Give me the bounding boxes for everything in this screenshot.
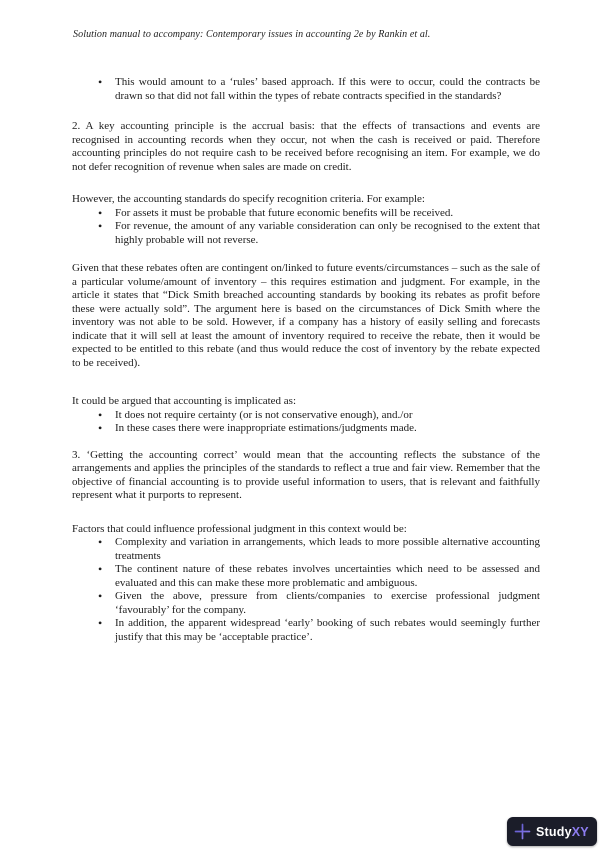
lead-bullet-list (72, 76, 540, 103)
list-item: • For revenue, the amount of any variable consideration can only be recognised to the extent that highly probable will not reverse. (72, 220, 540, 247)
paragraph-rebates-contingent: Given that these rebates often are contingent on/linked to future events/circumstances – such as the sale of a particular volume/amount of inventory – this requires estimation and judgment. For example, in the article it states that “Dick Smith breached accounting standards by booking its rebates as profit before these were actually sold”. The argument here is based on the circumstances of Dick Smith where the inventory was not able to be sold. However, if a company has a history of easily selling and forecasts indicate that it will sell at least the amount of inventory required to receive the rebate, then it would be expected to be entitled to this rebate (and thus would reduce the cost of inventory by the rebate expected to be received). (72, 262, 540, 369)
list-item: • In these cases there were inappropriate estimations/judgments made. (72, 422, 540, 436)
list-item: • Complexity and variation in arrangements, which leads to more possible alternative accounting treatments (72, 536, 540, 563)
studyxy-watermark-badge (507, 817, 597, 846)
argued-bullet-list (72, 409, 540, 436)
brand-primary-text: Study (536, 824, 572, 839)
factors-section (72, 523, 540, 645)
list-item: • It does not require certainty (or is not conservative enough), and./or (72, 409, 540, 423)
however-bullet-list (72, 207, 540, 248)
document-body (72, 76, 540, 644)
brand-wordmark (536, 825, 589, 839)
however-intro: However, the accounting standards do specify recognition criteria. For example: (72, 193, 425, 205)
plus-icon (514, 823, 531, 840)
document-header: Solution manual to accompany: Contemporary issues in accounting 2e by Rankin et al. (73, 29, 431, 40)
factors-bullet-list (72, 536, 540, 644)
list-item: • The continent nature of these rebates involves uncertainties which need to be assessed and evaluated and this can make these more problematic and ambiguous. (72, 563, 540, 590)
argued-intro: It could be argued that accounting is implicated as: (72, 395, 297, 407)
paragraph-accrual-basis: 2. A key accounting principle is the accrual basis: that the effects of transactions and events are recognised in accounting records when they occur, not when the cash is received or paid. Therefore accounting principles do not require cash to be received before recognising an item. For example, we do not defer recognition of revenue when sales are made on credit. (72, 120, 540, 173)
brand-suffix-text: XY (571, 824, 589, 839)
list-item: • For assets it must be probable that future economic benefits will be received. (72, 207, 540, 221)
paragraph-getting-accounting-correct: 3. ‘Getting the accounting correct’ would mean that the accounting reflects the substance of the arrangements and applies the principles of the standards to reflect a true and fair view. Remember that the objective of financial accounting is to provide useful information to users, that is relevant and faithfully represent what it purports to represent. (72, 448, 540, 501)
list-item: • Given the above, pressure from clients/companies to exercise professional judgment ‘favourably’ for the company. (72, 590, 540, 617)
factors-intro: Factors that could influence professional judgment in this context would be: (72, 522, 407, 535)
list-item: • This would amount to a ‘rules’ based approach. If this were to occur, could the contracts be drawn so that did not fall within the types of rebate contracts specified in the standards? (72, 76, 540, 103)
however-section (72, 193, 540, 247)
argued-section (72, 395, 540, 436)
list-item: • In addition, the apparent widespread ‘early’ booking of such rebates would seemingly further justify that this may be ‘acceptable practice’. (72, 617, 540, 644)
